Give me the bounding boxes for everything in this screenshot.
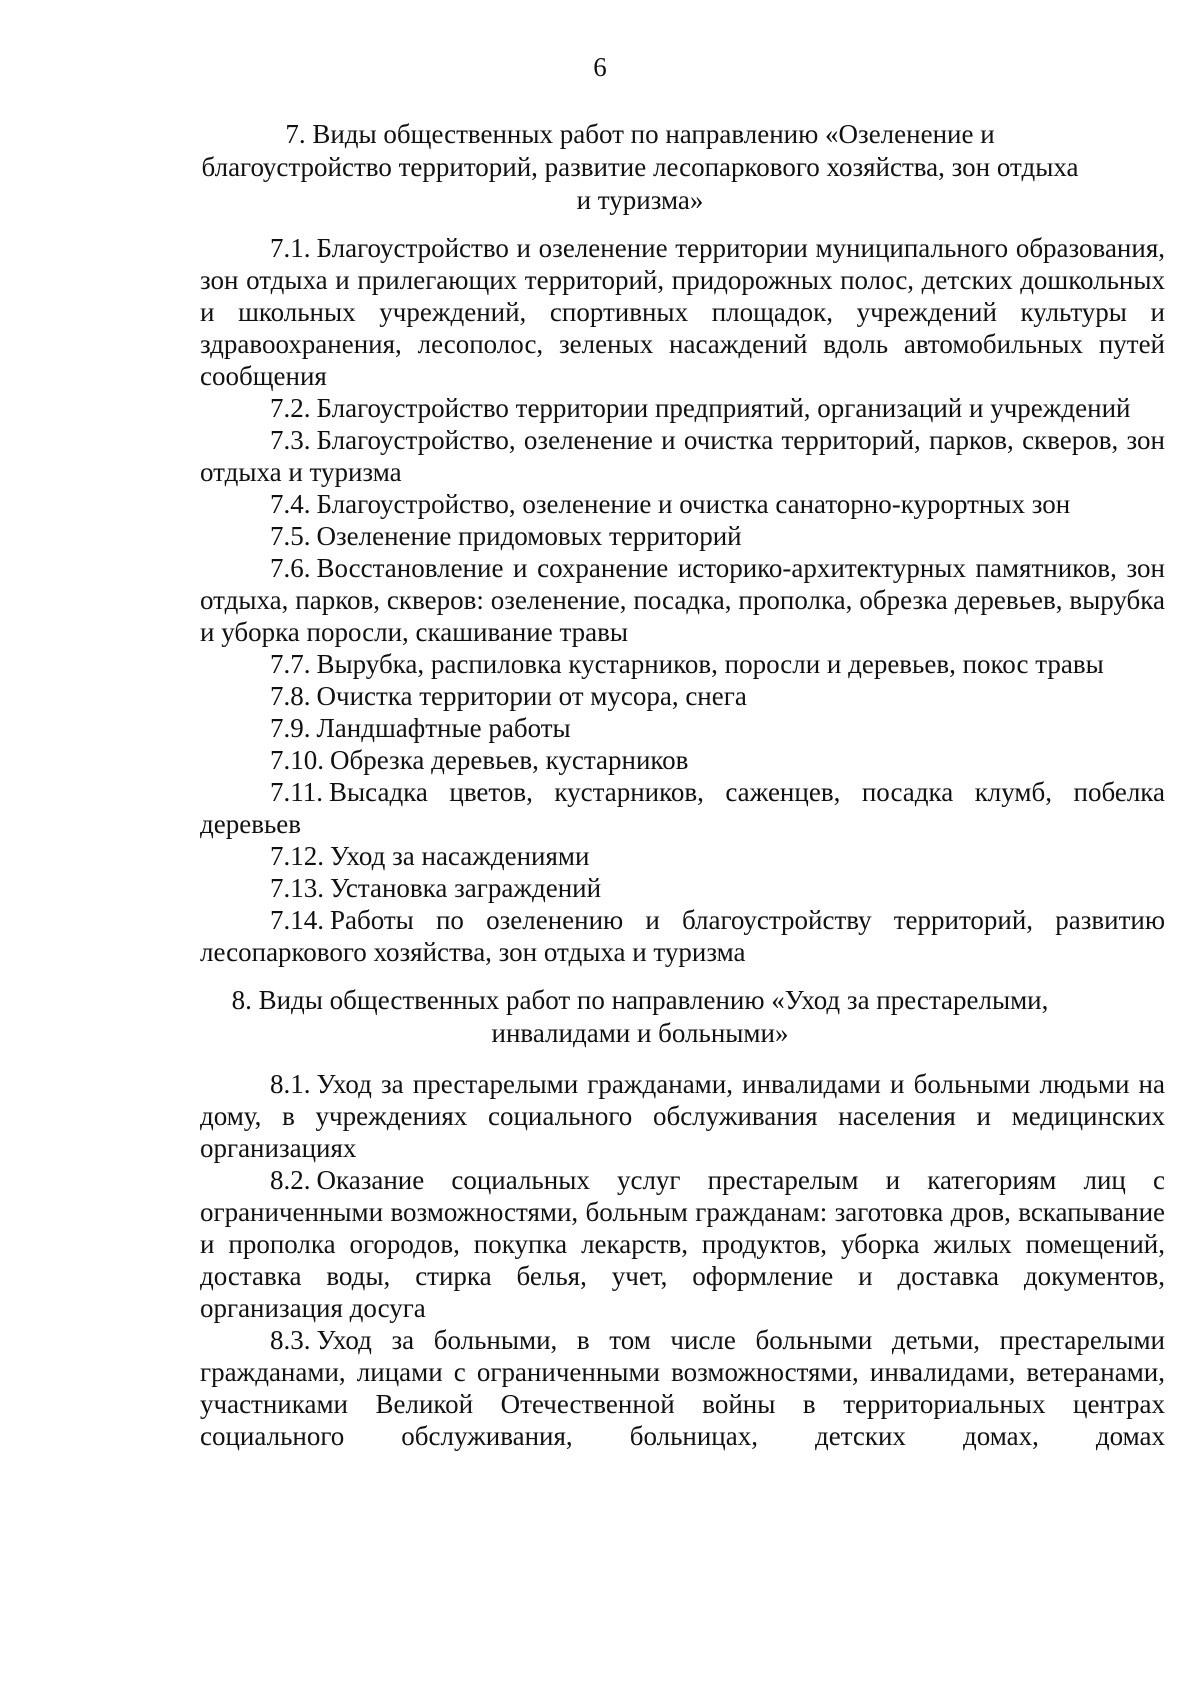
item-text: Оказание социальных услуг престарелым и категориям лиц с ограниченными возможностями, больным гражданам: заготовка дров, вскапывание и прополка огородов, покупка лекарств, продуктов, уборка жилых помещений, доставка воды, стирка белья, учет, оформление и доставка документов, организация досуга — [200, 1165, 1165, 1323]
item-text: Уход за престарелыми гражданами, инвалидами и больными людьми на дому, в учреждениях социального обслуживания населения и медицинских организациях — [200, 1069, 1165, 1163]
list-item — [200, 648, 1165, 680]
item-number: 8.2. — [270, 1165, 311, 1195]
list-item — [200, 392, 1165, 424]
list-item — [200, 1324, 1165, 1452]
item-number: 7.1. — [270, 233, 311, 263]
item-text: Обрезка деревьев, кустарников — [330, 745, 689, 775]
list-item — [200, 904, 1165, 968]
item-number: 7.10. — [270, 745, 324, 775]
section-7-title-line: 7. Виды общественных работ по направлению «Озеленение и — [285, 119, 995, 149]
item-number: 7.2. — [270, 393, 311, 423]
list-item — [200, 232, 1165, 392]
list-item — [200, 1164, 1165, 1324]
item-number: 7.3. — [270, 425, 311, 455]
section-8-title-line: инвалидами и больными» — [491, 1018, 789, 1048]
item-number: 7.13. — [270, 873, 324, 903]
item-number: 7.5. — [270, 521, 311, 551]
section-7-title-line: и туризма» — [576, 185, 704, 215]
item-text: Очистка территории от мусора, снега — [316, 681, 747, 711]
item-number: 7.14. — [270, 905, 324, 935]
item-text: Озеленение придомовых территорий — [316, 521, 742, 551]
list-item — [200, 488, 1165, 520]
item-number: 7.12. — [270, 841, 324, 871]
item-number: 7.4. — [270, 489, 311, 519]
list-item — [200, 744, 1165, 776]
item-text: Благоустройство, озеленение и очистка территорий, парков, скверов, зон отдыха и туризма — [200, 425, 1165, 487]
item-number: 7.8. — [270, 681, 311, 711]
item-text: Работы по озеленению и благоустройству территорий, развитию лесопаркового хозяйства, зон отдыха и туризма — [200, 905, 1165, 967]
item-text: Благоустройство и озеленение территории муниципального образования, зон отдыха и прилегающих территорий, придорожных полос, детских дошкольных и школьных учреждений, спортивных площадок, учреждений культуры и здравоохранения, лесополос, зеленых насаждений вдоль автомобильных путей сообщения — [200, 233, 1165, 391]
item-text: Вырубка, распиловка кустарников, поросли и деревьев, покос травы — [316, 649, 1104, 679]
item-text: Установка заграждений — [330, 873, 602, 903]
item-number: 8.1. — [270, 1069, 311, 1099]
item-number: 7.11. — [270, 777, 323, 807]
item-text: Благоустройство, озеленение и очистка санаторно-курортных зон — [316, 489, 1071, 519]
section-8-title — [180, 984, 1100, 1050]
section-8-list — [200, 1068, 1165, 1452]
item-number: 8.3. — [270, 1325, 311, 1355]
section-8-title-line: 8. Виды общественных работ по направлению «Уход за престарелыми, — [231, 985, 1049, 1015]
item-text: Восстановление и сохранение историко-архитектурных памятников, зон отдыха, парков, скверов: озеленение, посадка, прополка, обрезка деревьев, вырубка и уборка поросли, скашивание травы — [200, 553, 1165, 647]
list-item — [200, 840, 1165, 872]
section-7-title-line: благоустройство территорий, развитие лесопаркового хозяйства, зон отдыха — [201, 152, 1079, 182]
list-item — [200, 1068, 1165, 1164]
list-item — [200, 680, 1165, 712]
item-number: 7.7. — [270, 649, 311, 679]
item-number: 7.6. — [270, 553, 311, 583]
list-item — [200, 520, 1165, 552]
item-text: Высадка цветов, кустарников, саженцев, посадка клумб, побелка деревьев — [200, 777, 1165, 839]
item-text: Уход за насаждениями — [330, 841, 590, 871]
item-text: Ландшафтные работы — [316, 713, 571, 743]
list-item — [200, 424, 1165, 488]
page-number: 6 — [593, 52, 607, 82]
item-text: Уход за больными, в том числе больными детьми, престарелыми гражданами, лицами с ограниченными возможностями, инвалидами, ветеранами, участниками Великой Отечественной войны в территориальных центрах социального обслуживания, больницах, детских домах, домах — [200, 1325, 1165, 1451]
list-item — [200, 712, 1165, 744]
item-text: Благоустройство территории предприятий, организаций и учреждений — [316, 393, 1131, 423]
item-number: 7.9. — [270, 713, 311, 743]
section-7-list — [200, 232, 1165, 968]
list-item — [200, 776, 1165, 840]
list-item — [200, 872, 1165, 904]
list-item — [200, 552, 1165, 648]
section-7-title — [180, 118, 1100, 217]
